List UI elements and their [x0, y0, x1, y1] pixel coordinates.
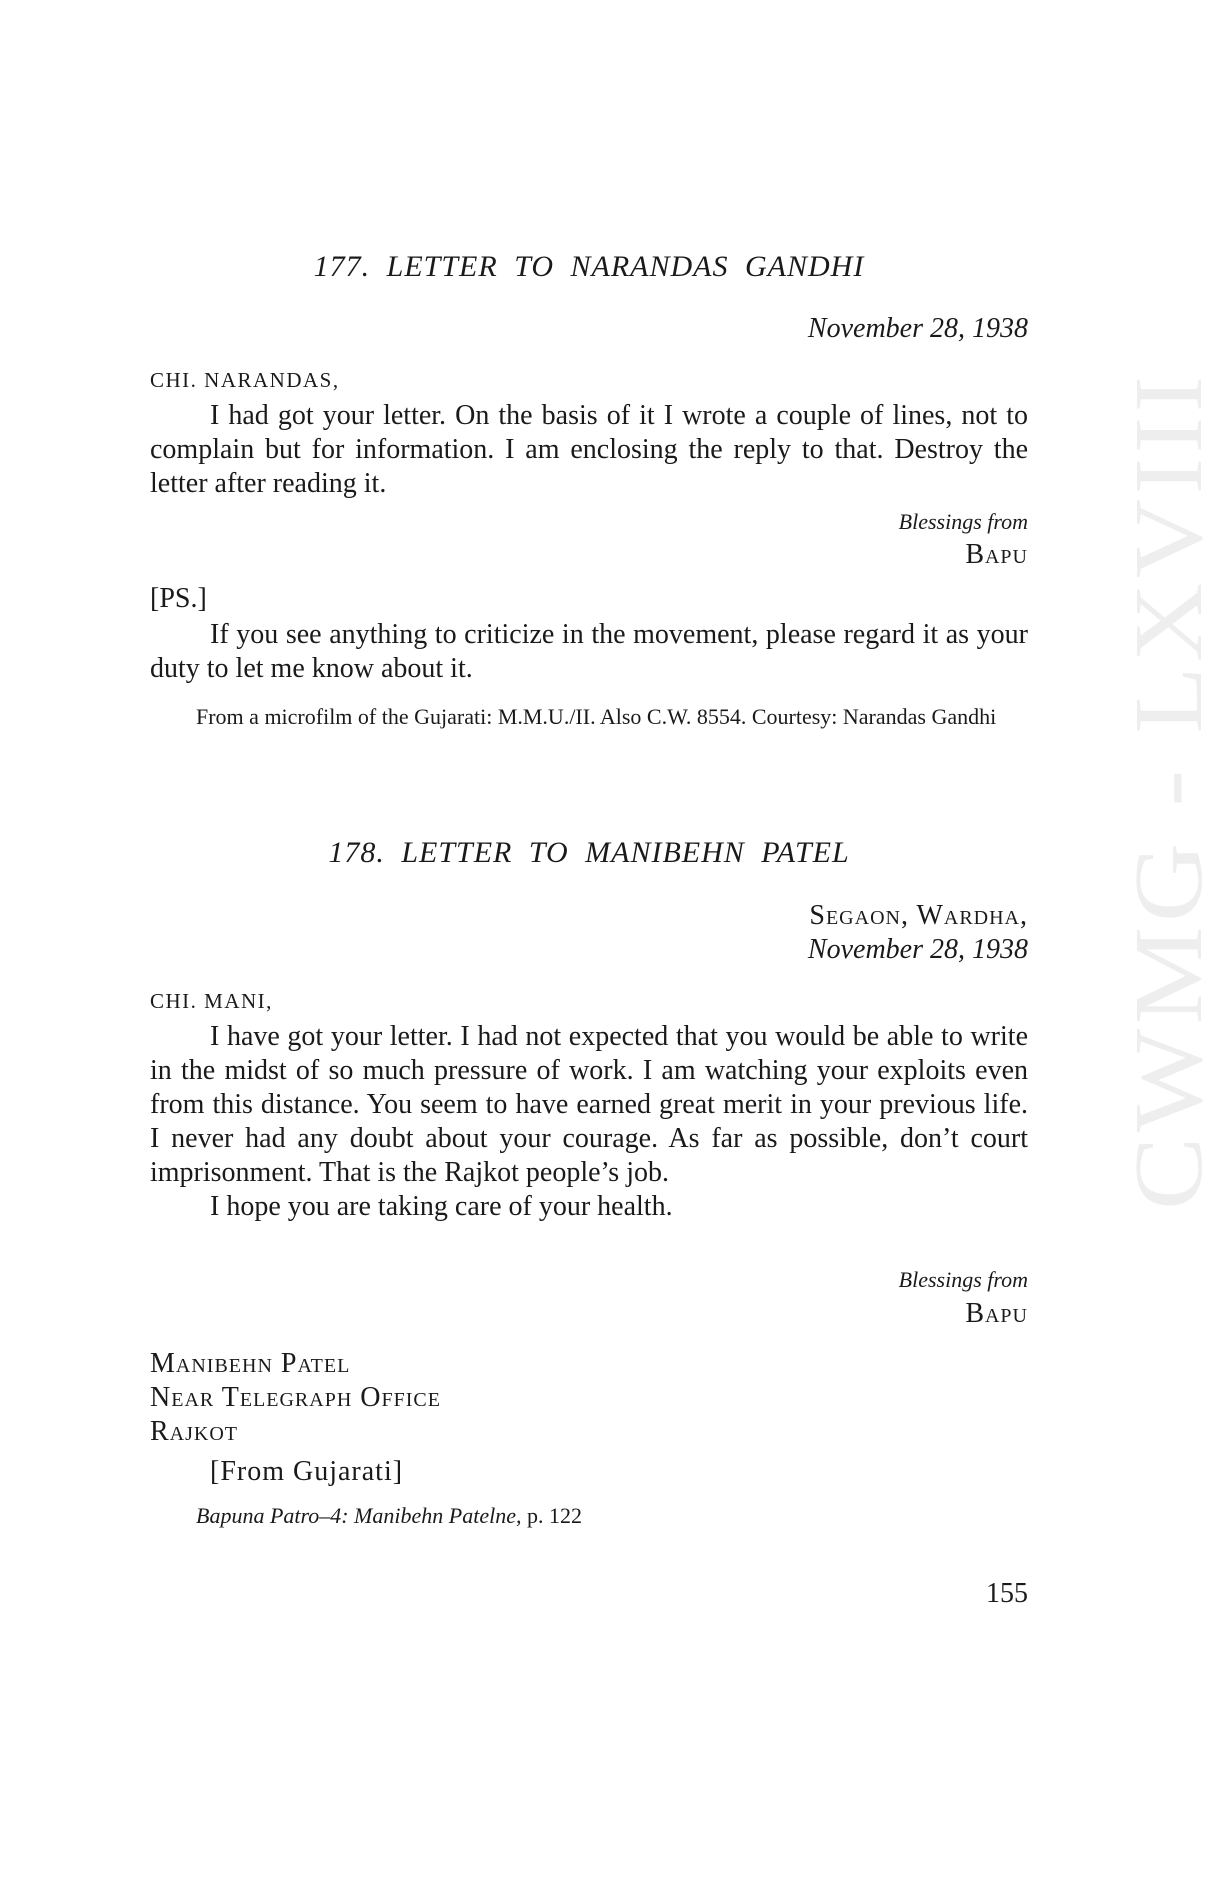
- letter-178-signature: Bapu: [965, 1298, 1028, 1329]
- letter-178-title: 178. LETTER TO MANIBEHN PATEL: [328, 836, 850, 869]
- letter-178-paragraph-1: I have got your letter. I had not expected that you would be able to write in the midst of so much pressure of work. I am watching your exploits even from this distance. You seem to have earned great merit in your previous life. I never had any doubt about your courage. As far as possible, don’t court imprisonment. That is the Rajkot people’s job.: [150, 1021, 1028, 1188]
- letter-178-blessing: Blessings from: [898, 1267, 1028, 1292]
- letter-177-paragraph: I had got your letter. On the basis of it I wrote a couple of lines, not to complain but for information. I am enclosing the reply to that. Destroy the letter after reading it.: [150, 400, 1028, 499]
- letter-177-blessing: Blessings from: [898, 509, 1028, 534]
- letter-177-body: [150, 399, 1028, 501]
- watermark: CWMG - LXVIII: [1115, 371, 1223, 1210]
- letter-177-ps: [150, 618, 1028, 686]
- letter-178-addressee: CHI. MANI,: [150, 989, 273, 1013]
- letter-178-place: Segaon, Wardha,: [809, 900, 1028, 931]
- letter-177-signature: Bapu: [965, 539, 1028, 570]
- letter-178-source-page: p. 122: [526, 1503, 582, 1528]
- address-line-1: Manibehn Patel: [150, 1348, 351, 1379]
- letter-177-date: November 28, 1938: [807, 313, 1028, 344]
- page-number: 155: [986, 1578, 1028, 1609]
- address-line-3: Rajkot: [150, 1416, 239, 1447]
- address-line-2: Near Telegraph Office: [150, 1382, 441, 1413]
- letter-178-body: [150, 1020, 1028, 1224]
- letter-178-paragraph-2: I hope you are taking care of your health.: [210, 1191, 673, 1222]
- letter-177-title: 177. LETTER TO NARANDAS GANDHI: [313, 250, 865, 283]
- letter-178-source: [196, 1499, 1074, 1533]
- letter-177-ps-label: [PS.]: [150, 583, 207, 614]
- letter-177-addressee: CHI. NARANDAS,: [150, 368, 340, 392]
- letter-177-source-text: From a microfilm of the Gujarati: M.M.U./II. Also C.W. 8554. Courtesy: Narandas Gandhi: [196, 704, 997, 729]
- letter-177-source: [150, 700, 1028, 734]
- letter-177-ps-body: If you see anything to criticize in the movement, please regard it as your duty to let me know about it.: [150, 619, 1028, 684]
- letter-178-date: November 28, 1938: [807, 934, 1028, 965]
- letter-178-source-title: Bapuna Patro–4: Manibehn Patelne,: [196, 1503, 522, 1528]
- from-gujarati-note: [From Gujarati]: [210, 1456, 404, 1487]
